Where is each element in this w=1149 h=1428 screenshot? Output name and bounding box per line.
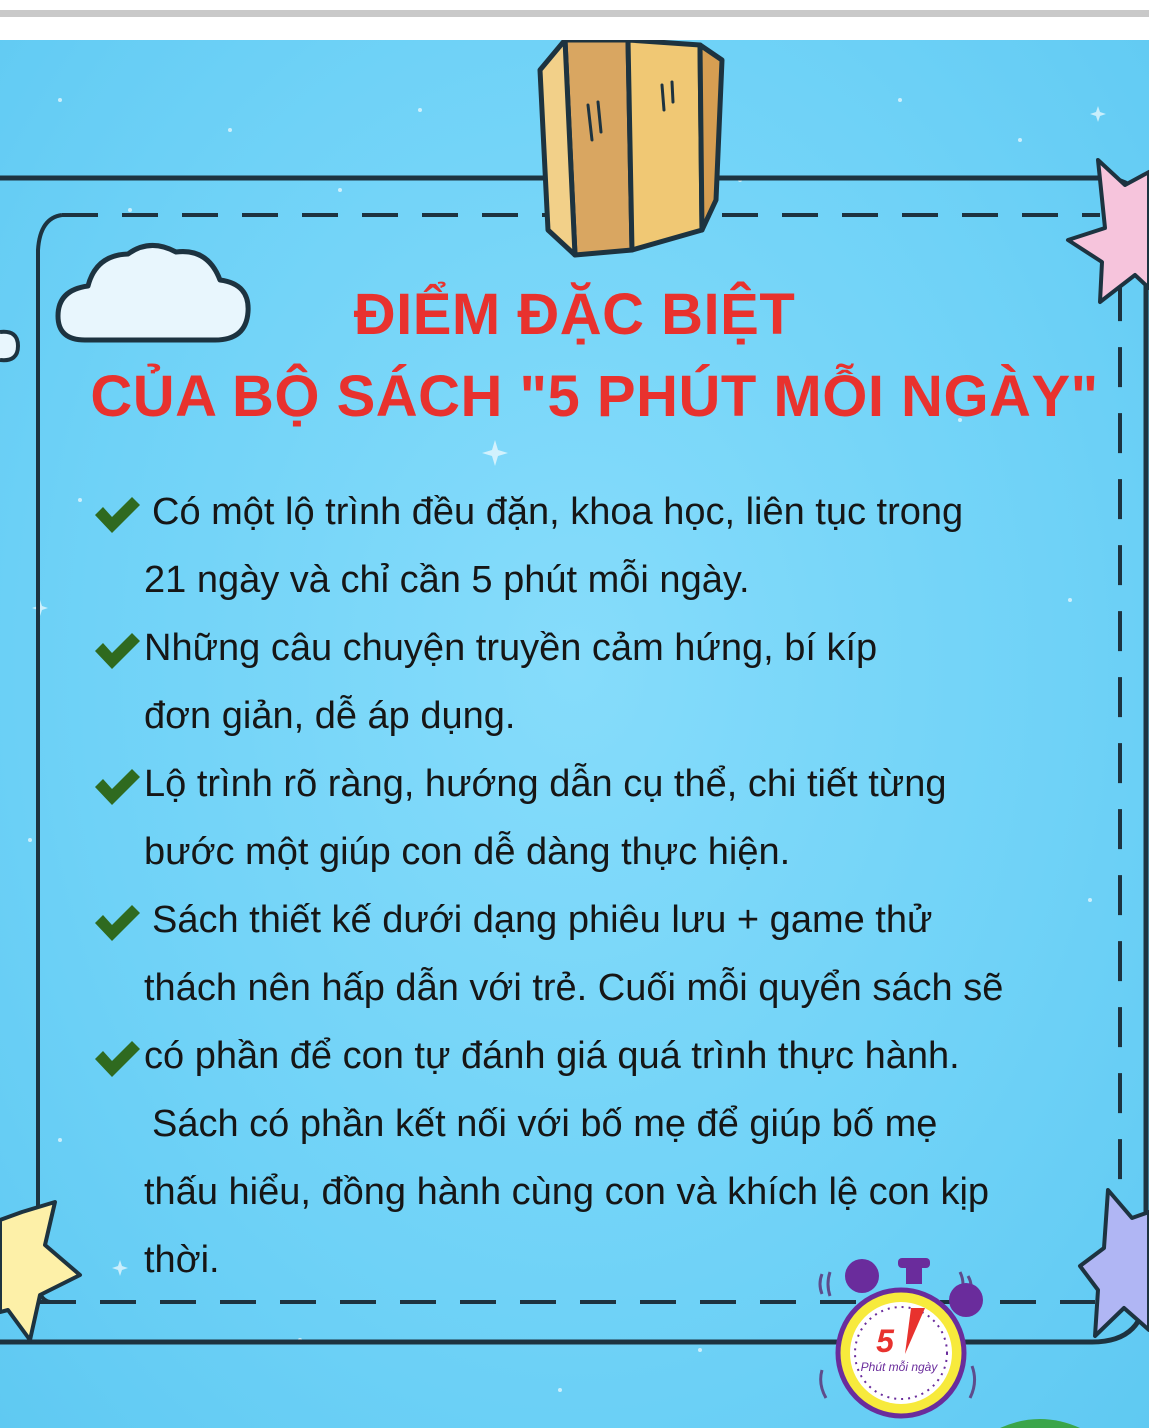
feature-text-line: thời. (144, 1239, 220, 1281)
feature-text-line: Sách thiết kế dưới dạng phiêu lưu + game thử (152, 899, 933, 941)
page-title-line-2: CỦA BỘ SÁCH "5 PHÚT MỖI NGÀY" (90, 364, 1099, 429)
clip-icon (540, 40, 722, 255)
top-bar (0, 0, 1149, 40)
feature-text-line: Có một lộ trình đều đặn, khoa học, liên tục trong (152, 491, 964, 533)
feature-text-line: bước một giúp con dễ dàng thực hiện. (144, 831, 791, 873)
check-icon (92, 903, 142, 943)
feature-text-line: có phần để con tự đánh giá quá trình thực hành. (144, 1035, 960, 1077)
feature-text-line: Những câu chuyện truyền cảm hứng, bí kíp (144, 627, 878, 669)
top-divider (0, 10, 1149, 17)
clock-logo-icon (820, 1258, 983, 1416)
check-icon (92, 495, 142, 535)
feature-text-line: thách nên hấp dẫn với trẻ. Cuối mỗi quyển sách sẽ (144, 967, 1004, 1009)
green-shape (1000, 1419, 1080, 1428)
feature-text-line: 21 ngày và chỉ cần 5 phút mỗi ngày. (144, 559, 750, 601)
check-icon (92, 631, 142, 671)
feature-text-line: thấu hiểu, đồng hành cùng con và khích lệ con kịp (144, 1171, 990, 1213)
yellow-star-icon (0, 1202, 80, 1340)
purple-star-icon (1080, 1190, 1149, 1336)
page-title-line-1: ĐIỂM ĐẶC BIỆT (353, 282, 796, 347)
feature-text-line: đơn giản, dễ áp dụng. (144, 695, 516, 737)
clock-logo-caption: Phút mỗi ngày (860, 1360, 938, 1374)
clock-logo-number: 5 (876, 1323, 894, 1359)
check-icon (92, 767, 142, 807)
feature-text-line: Sách có phần kết nối với bố mẹ để giúp bố mẹ (152, 1103, 938, 1145)
poster (0, 40, 1149, 1428)
feature-text-line: Lộ trình rõ ràng, hướng dẫn cụ thể, chi tiết từng (144, 763, 947, 805)
check-icon (92, 1039, 142, 1079)
